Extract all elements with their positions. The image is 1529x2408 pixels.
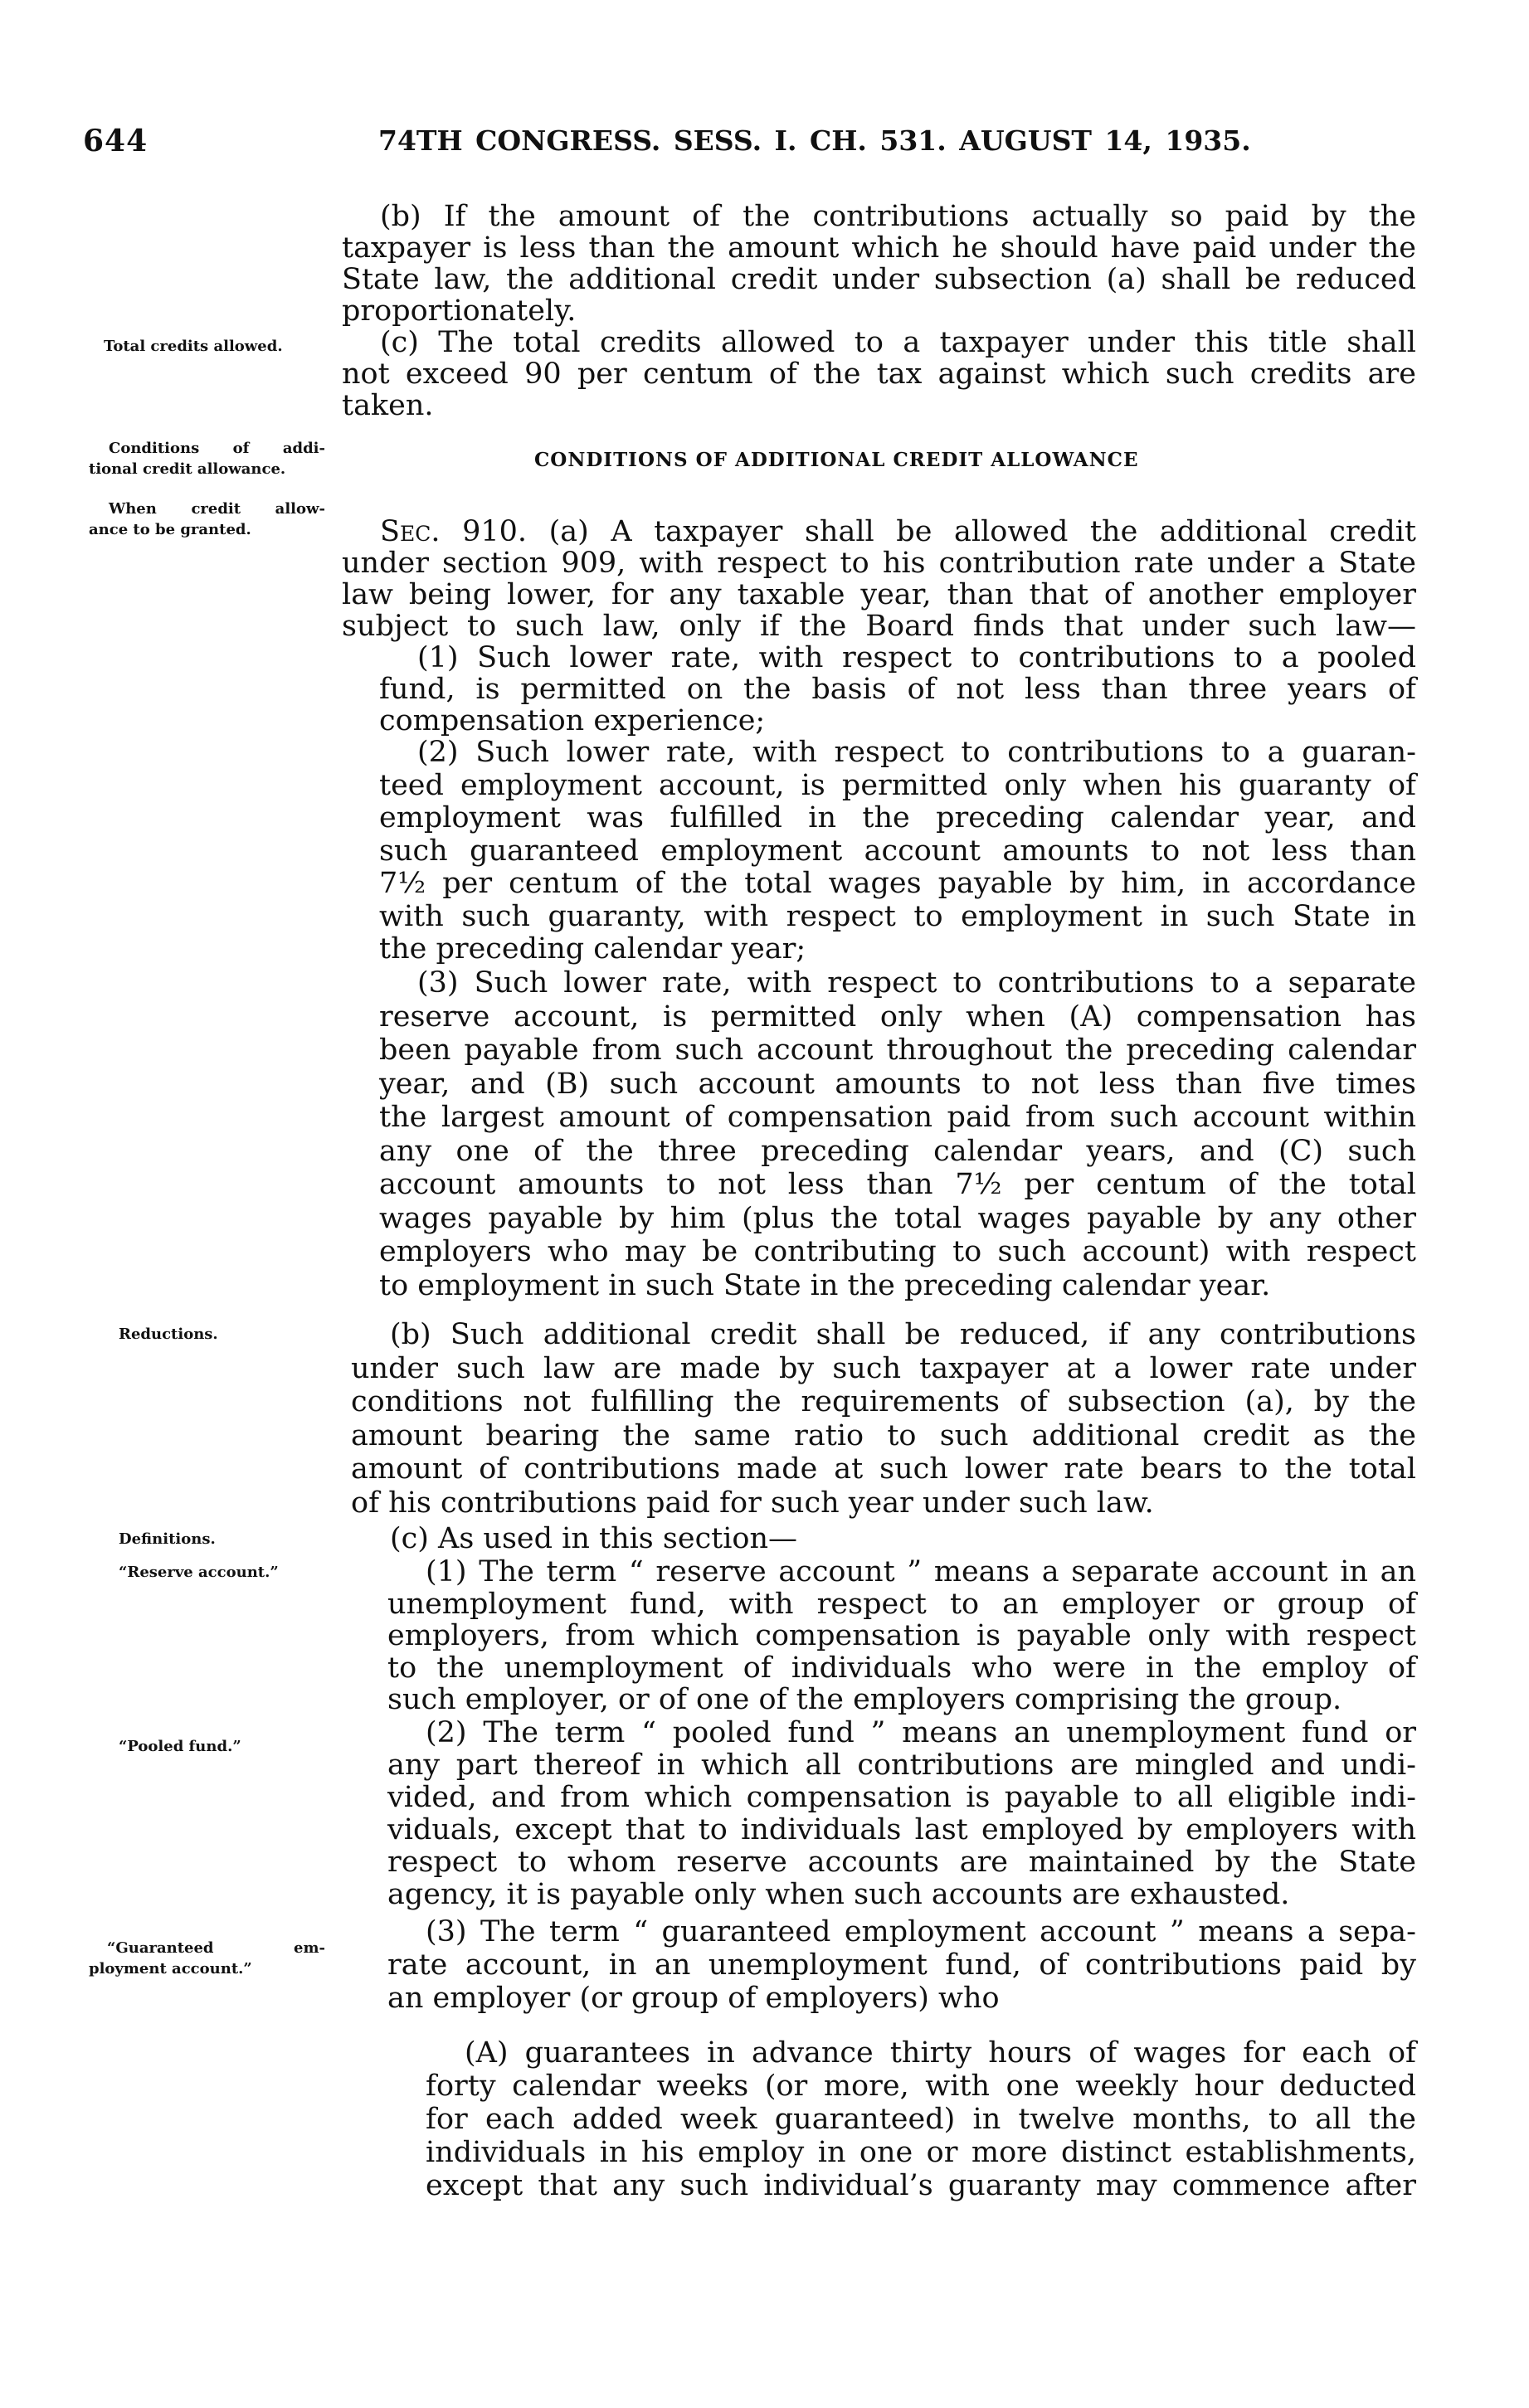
body-line-a2: 7½ per centum of the total wages payable by him, in accordance xyxy=(379,867,1416,900)
body-line-sub_b_prev: State law, the additional credit under subsection (a) shall be reduced xyxy=(342,263,1416,296)
body-line-c3: (3) The term “ guaranteed employment account ” means a sepa- xyxy=(426,1915,1416,1948)
margin-note-conditions: tional credit allowance. xyxy=(89,460,286,478)
body-line-c2: respect to whom reserve accounts are maintained by the State xyxy=(387,1846,1416,1879)
body-line-c3A: except that any such individual’s guaranty may commence after xyxy=(426,2169,1416,2202)
margin-note-reserve-account: “Reserve account.” xyxy=(119,1564,279,1581)
body-line-sec910_a: under section 909, with respect to his contribution rate under a State xyxy=(342,547,1416,580)
body-line-a3: wages payable by him (plus the total wages payable by any other xyxy=(379,1201,1416,1235)
body-line-c3: rate account, in an unemployment fund, of contributions paid by xyxy=(387,1948,1416,1982)
body-line-c1: to the unemployment of individuals who were in the employ of xyxy=(387,1651,1416,1685)
body-line-c2: agency, it is payable only when such accounts are exhausted. xyxy=(387,1878,1290,1911)
body-line-a3: reserve account, is permitted only when (A) compensation has xyxy=(379,1000,1416,1034)
body-line-b: under such law are made by such taxpayer at a lower rate under xyxy=(351,1351,1416,1385)
body-line-b: amount of contributions made at such lower rate bears to the total xyxy=(351,1452,1416,1486)
body-line-sec910_a: law being lower, for any taxable year, than that of another employer xyxy=(342,578,1416,611)
body-line-a1: (1) Such lower rate, with respect to contributions to a pooled xyxy=(417,641,1416,674)
margin-note-guaranteed: “Guaranteed em- xyxy=(107,1939,325,1957)
body-line-c2: viduals, except that to individuals last employed by employers with xyxy=(387,1813,1416,1846)
body-line-b: (b) Such additional credit shall be reduced, if any contributions xyxy=(390,1318,1416,1351)
body-line-a2: (2) Such lower rate, with respect to contributions to a guaran- xyxy=(417,736,1416,769)
page-number: 644 xyxy=(83,124,149,158)
section-number: Sec. xyxy=(380,515,441,548)
section-heading: CONDITIONS OF ADDITIONAL CREDIT ALLOWANCE xyxy=(534,449,1139,471)
margin-note-definitions: Definitions. xyxy=(119,1530,216,1548)
body-line-c3A: for each added week guaranteed) in twelve months, to all the xyxy=(426,2103,1416,2136)
body-line-a3: (3) Such lower rate, with respect to contributions to a separate xyxy=(417,966,1416,1000)
body-line-a1: compensation experience; xyxy=(379,704,766,737)
margin-note-conditions: Conditions of addi- xyxy=(109,440,325,457)
body-line-c1: employers, from which compensation is payable only with respect xyxy=(387,1619,1416,1652)
body-line-a2: with such guaranty, with respect to employment in such State in xyxy=(379,899,1416,933)
body-line-sec910_a: Sec. 910. (a) A taxpayer shall be allowed the additional credit xyxy=(380,515,1416,548)
body-line-a2: such guaranteed employment account amounts to not less than xyxy=(379,834,1416,868)
body-line-a3: employers who may be contributing to such account) with respect xyxy=(379,1235,1416,1268)
body-line-c3A: individuals in his employ in one or more distinct establishments, xyxy=(426,2136,1416,2169)
body-line-c1: such employer, or of one of the employers comprising the group. xyxy=(387,1683,1342,1716)
margin-note-pooled-fund: “Pooled fund.” xyxy=(119,1738,241,1755)
body-line-c1: (1) The term “ reserve account ” means a separate account in an xyxy=(426,1555,1416,1588)
body-line-a3: year, and (B) such account amounts to not less than five times xyxy=(379,1067,1416,1101)
body-line-b: amount bearing the same ratio to such additional credit as the xyxy=(351,1418,1416,1452)
body-line-b: conditions not fulfilling the requirements of subsection (a), by the xyxy=(351,1385,1416,1418)
body-line-c: (c) As used in this section— xyxy=(390,1522,798,1555)
body-line-sub_b_prev: (b) If the amount of the contributions actually so paid by the xyxy=(380,200,1416,233)
body-line-a2: the preceding calendar year; xyxy=(379,932,806,966)
margin-note-reductions: Reductions. xyxy=(119,1326,218,1343)
body-line-a2: employment was fulfilled in the preceding calendar year, and xyxy=(379,801,1416,834)
running-head: 74TH CONGRESS. SESS. I. CH. 531. AUGUST 14, 1935. xyxy=(378,124,1251,157)
margin-note-guaranteed: ployment account.” xyxy=(89,1960,252,1977)
page-header xyxy=(0,124,1529,158)
body-line-a2: teed employment account, is permitted only when his guaranty of xyxy=(379,768,1416,802)
body-line-c3A: (A) guarantees in advance thirty hours of wages for each of xyxy=(465,2036,1416,2070)
body-line-a1: fund, is permitted on the basis of not less than three years of xyxy=(379,673,1416,706)
body-line-c2: any part thereof in which all contributions are mingled and undi- xyxy=(387,1749,1416,1782)
body-line-c3: an employer (or group of employers) who xyxy=(387,1982,1000,2015)
body-line-a3: account amounts to not less than 7½ per centum of the total xyxy=(379,1168,1416,1201)
body-line-sub_b_prev: taxpayer is less than the amount which he should have paid under the xyxy=(342,231,1416,265)
body-line-c2: vided, and from which compensation is payable to all eligible indi- xyxy=(387,1781,1416,1814)
body-line-c3A: forty calendar weeks (or more, with one weekly hour deducted xyxy=(426,2070,1416,2103)
margin-note-total-credits: Total credits allowed. xyxy=(104,338,283,355)
body-line-sub_c_prev: taken. xyxy=(342,389,434,422)
body-line-sub_c_prev: (c) The total credits allowed to a taxpayer under this title shall xyxy=(380,326,1416,359)
body-line-a3: to employment in such State in the preceding calendar year. xyxy=(379,1268,1271,1302)
body-line-sub_b_prev: proportionately. xyxy=(342,294,577,328)
body-line-a3: any one of the three preceding calendar years, and (C) such xyxy=(379,1134,1416,1168)
margin-note-when-granted: ance to be granted. xyxy=(89,521,251,538)
body-line-sec910_a: subject to such law, only if the Board finds that under such law— xyxy=(342,610,1416,643)
body-line-c1: unemployment fund, with respect to an employer or group of xyxy=(387,1587,1416,1621)
body-line-c2: (2) The term “ pooled fund ” means an unemployment fund or xyxy=(426,1716,1416,1749)
margin-note-when-granted: When credit allow- xyxy=(109,500,325,518)
body-line-b: of his contributions paid for such year under such law. xyxy=(351,1486,1154,1520)
body-line-a3: been payable from such account throughout the preceding calendar xyxy=(379,1034,1416,1067)
body-line-sub_c_prev: not exceed 90 per centum of the tax against which such credits are xyxy=(342,358,1416,391)
body-line-a3: the largest amount of compensation paid from such account within xyxy=(379,1101,1416,1134)
